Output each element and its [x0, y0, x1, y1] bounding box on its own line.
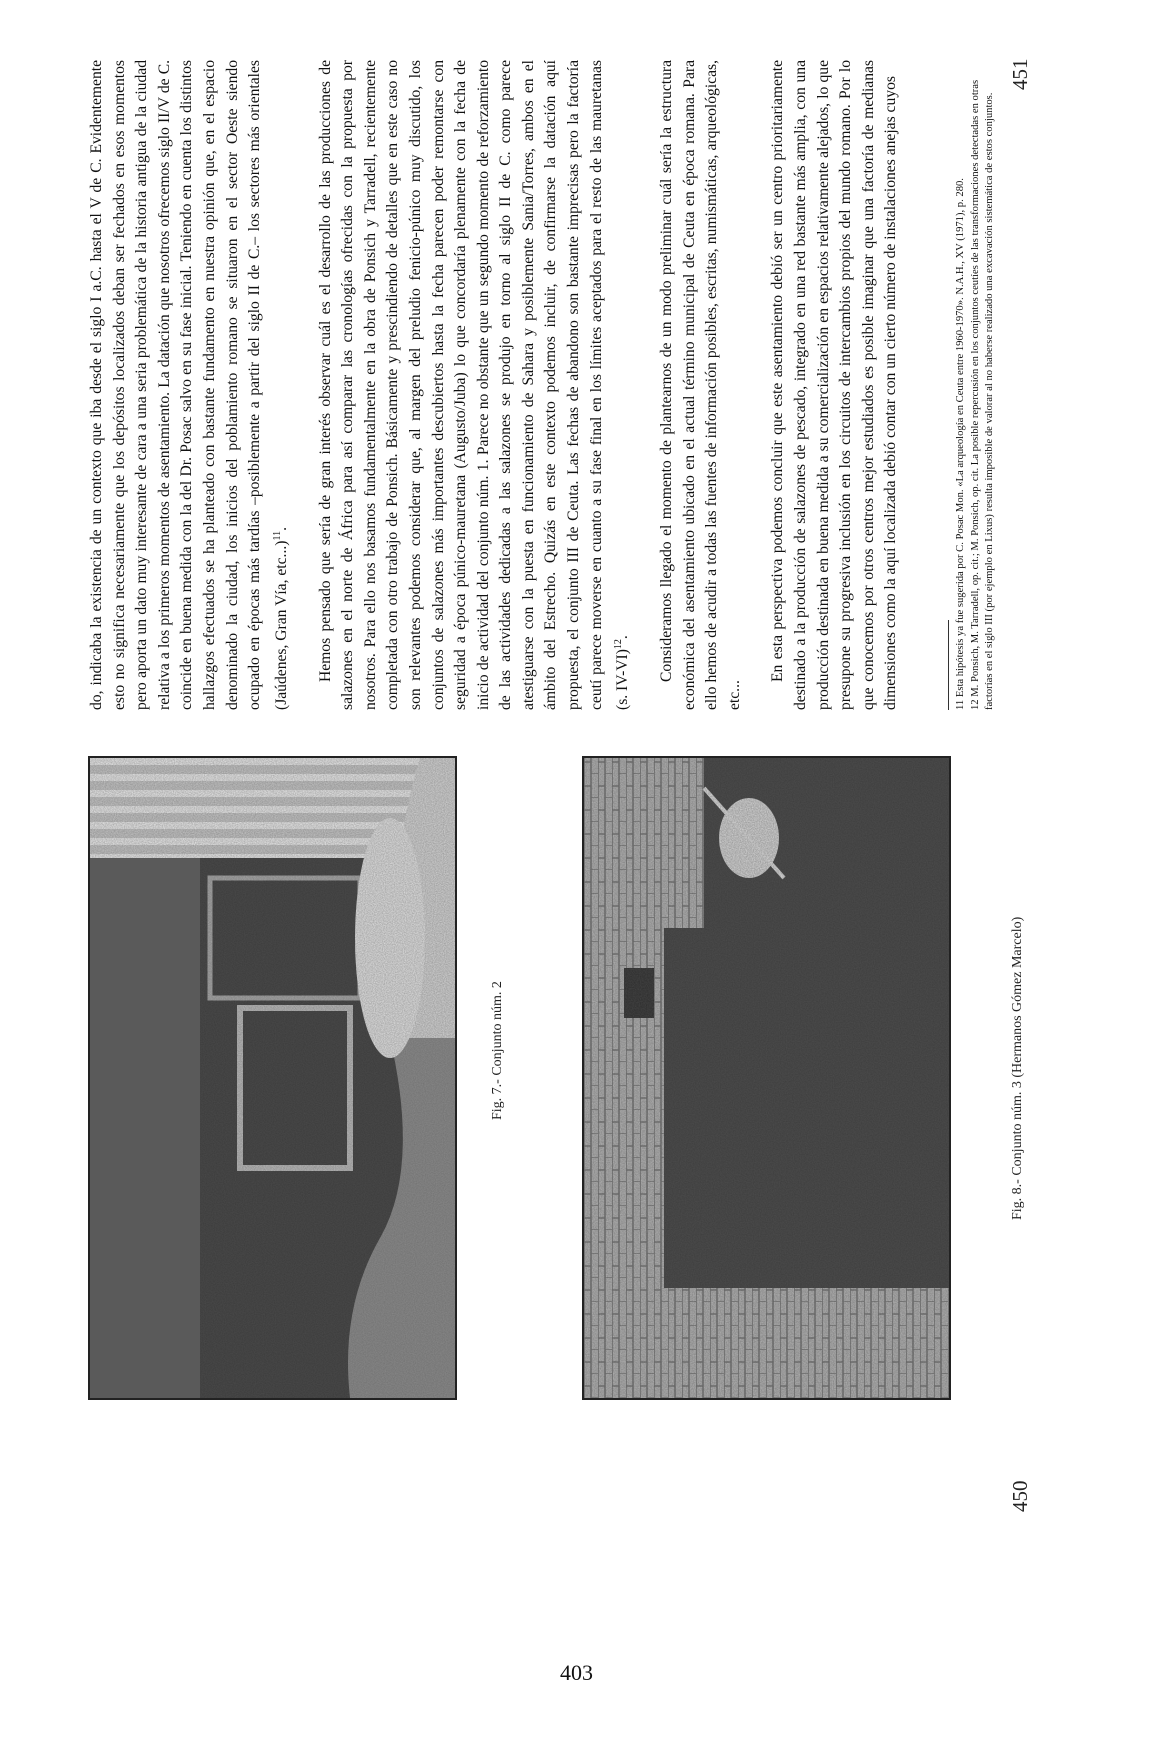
body-text-column — [86, 60, 966, 710]
figure-8-photo — [582, 756, 951, 1400]
page-number-footer: 403 — [560, 1660, 593, 1685]
footnotes — [954, 60, 998, 710]
paragraph: Hemos pensado que sería de gran interés observar cuál es el desarrollo de las producciones de salazones en el norte de África para así comparar las cronologías ofrecidas con la propuesta por nosotros. Para ello nos basamos fundamentalmente en la obra de Ponsich y Tarradell, recientemente completada con otro trabajo de Ponsich. Básicamente y prescindiendo de detalles que en este caso no son relevantes podemos considerar que, al margen del preludio fenicio-púnico muy discutido, los conjuntos de salazones más importantes descubiertos hasta la fecha parecen poder remontarse con seguridad a época púnico-mauretana (Augusto/Juba) lo que concordaría plenamente con la fecha de inicio de actividad del conjunto núm. 1. Parece no obstante que un segundo momento de reforzamiento de las actividades dedicadas a las salazones se produjo en torno al siglo II de C. como parece atestiguarse con la puesta en funcionamiento de Sahara y posiblemente Sania/Torres, ambos en el ámbito del Estrecho. Quizás en este contexto podemos incluir, de confirmarse la datación aquí propuesta, el conjunto III de Ceuta. Las fechas de abandono son bastante imprecisas pero la factoría ceutí parece moverse en cuanto a su fase final en los límites aceptados para el resto de las mauretanas (s. IV-VI)$^{12}$. — [316, 60, 632, 710]
left-page-number: 450 — [1008, 1480, 1032, 1512]
paragraph: En esta perspectiva podemos concluir que este asentamiento debió ser un centro prioritariamente destinado a la producción de salazones de pescado, integrado en una red bastante más amplia, con una producción destinada en buena medida a su comercialización en espacios relativamente alejados, lo que presupone su progresiva inclusión en los circuitos de intercambios propios del mundo romano. Por lo que conocemos por otros centros mejor estudiados es posible imaginar que una factoría de medianas dimensiones como la aquí localizada debió contar con un cierto número de instalaciones anejas cuyos — [769, 60, 900, 710]
paragraph: do, indicaba la existencia de un contexto que iba desde el siglo I a.C. hasta el V de C. Evidentemente esto no significa necesariamente que los depósitos localizados deban ser fechados en esos momentos pero aporta un dato muy interesante de cara a una seria problemática de la historia antigua de la ciudad relativa a los primeros momentos de asentamiento. La datación que nosotros ofrecemos siglo II/V de C. coincide en buena medida con la del Dr. Posac salvo en su fase inicial. Teniendo en cuenta los distintos hallazgos efectuados se ha planteado con bastante fundamento en nuestra opinión que, en el espacio denominado la ciudad, los inicios del poblamiento romano se situaron en el sector Oeste siendo ocupado en épocas más tardías –posiblemente a partir del siglo II de C.– los sectores más orientales (Jaúdenes, Gran Vía, etc...)$^{11}$. — [88, 60, 290, 710]
rotated-book-spread — [80, 40, 1080, 1540]
figure-7-caption: Fig. 7.- Conjunto núm. 2 — [490, 981, 505, 1120]
footnote-ref: 12 — [613, 639, 625, 650]
footnote: 12 M. Ponsich, M. Tarradell, op. cit.; M. Ponsich, op. cit. La posible repercusión en los conjuntos ceutíes de las transformaciones detectadas en otras factorías en el siglo III (por ejemplo en Lixus) resulta imposible de valorar al no haberse realizado una excavación sistemática de estos conjuntos. — [970, 79, 995, 710]
footnote: 11 Esta hipótesis ya fue sugerida por C. Posac Mon. «La arqueología en Ceuta entre 1960-1970». N.A.H., XV (1971), p. 280. — [955, 178, 966, 710]
right-page-number: 451 — [1008, 58, 1032, 90]
footnote-ref: 11 — [271, 530, 283, 541]
footnote-separator — [948, 620, 949, 710]
figure-8-caption: Fig. 8.- Conjunto núm. 3 (Hermanos Gómez Marcelo) — [1010, 916, 1025, 1220]
figure-7-photo — [88, 756, 457, 1400]
paragraph: Consideramos llegado el momento de plantearnos de un modo preliminar cuál sería la estructura económica del asentamiento ubicado en el actual término municipal de Ceuta en época romana. Para ello hemos de acudir a todas las fuentes de información posibles, escritas, numismáticas, arqueológicas, etc... — [658, 60, 743, 710]
